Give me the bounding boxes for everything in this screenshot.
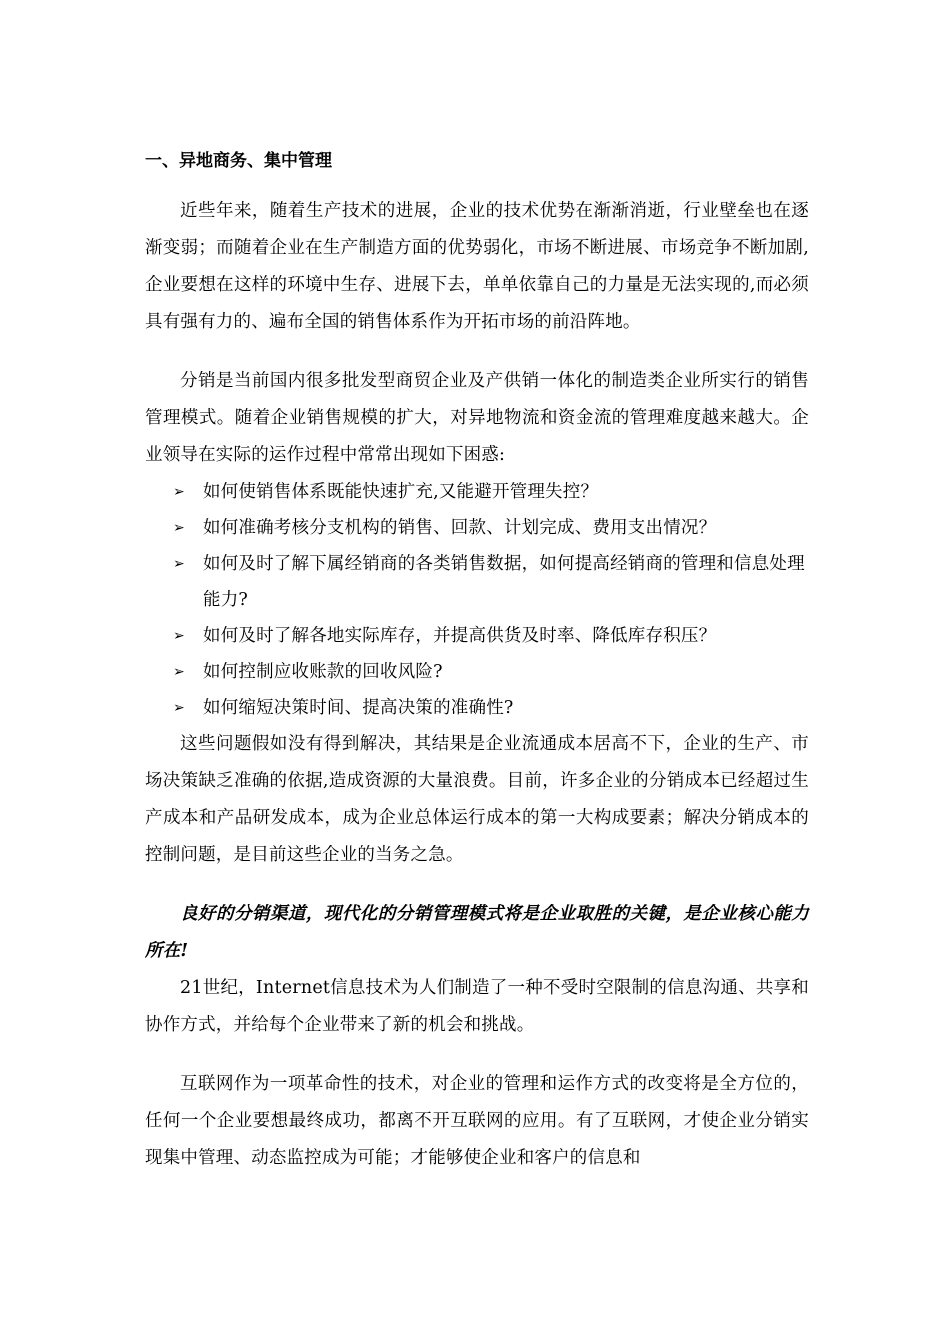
paragraph-problems: 这些问题假如没有得到解决，其结果是企业流通成本居高不下，企业的生产、市场决策缺乏准确的依据,造成资源的大量浪费。目前，许多企业的分销成本已经超过生产成本和产品研发成本，成为企业总体运行成本的第一大构成要素；解决分销成本的控制问题，是目前这些企业的当务之急。 bbox=[145, 734, 809, 865]
arrow-bullet-icon: ➢ bbox=[173, 664, 185, 680]
section-heading: 一、异地商务、集中管理 bbox=[145, 151, 332, 171]
list-item-text: 如何控制应收账款的回收风险? bbox=[203, 662, 443, 682]
paragraph-intro: 近些年来，随着生产技术的进展，企业的技术优势在渐渐消逝，行业壁垒也在逐渐变弱；而随着企业在生产制造方面的优势弱化，市场不断进展、市场竞争不断加剧,企业要想在这样的环境中生存、进展下去，单单依靠自己的力量是无法实现的,而必须具有强有力的、遍布全国的销售体系作为开拓市场的前沿阵地。 bbox=[145, 201, 809, 332]
paragraph-revolution: 互联网作为一项革命性的技术，对企业的管理和运作方式的改变将是全方位的，任何一个企业要想最终成功，都离不开互联网的应用。有了互联网，才使企业分销实现集中管理、动态监控成为可能；才能够使企业和客户的信息和 bbox=[145, 1074, 809, 1168]
list-item-text: 如何及时了解下属经销商的各类销售数据，如何提高经销商的管理和信息处理能力? bbox=[203, 554, 805, 610]
list-item bbox=[145, 654, 809, 690]
list-item bbox=[145, 510, 809, 546]
paragraph-distribution: 分销是当前国内很多批发型商贸企业及产供销一体化的制造类企业所实行的销售管理模式。随着企业销售规模的扩大，对异地物流和资金流的管理难度越来越大。企业领导在实际的运作过程中常常出现如下困惑: bbox=[145, 371, 809, 465]
list-item bbox=[145, 618, 809, 654]
list-item-text: 如何使销售体系既能快速扩充,又能避开管理失控？ bbox=[203, 482, 599, 502]
paragraph-gap bbox=[145, 341, 809, 363]
arrow-bullet-icon: ➢ bbox=[173, 700, 185, 716]
emphasis-statement: 良好的分销渠道，现代化的分销管理模式将是企业取胜的关键，是企业核心能力所在! bbox=[145, 904, 809, 961]
list-item-text: 如何准确考核分支机构的销售、回款、计划完成、费用支出情况？ bbox=[203, 518, 717, 538]
document-page bbox=[145, 145, 809, 1177]
question-list bbox=[145, 474, 809, 726]
paragraph-gap bbox=[145, 1044, 809, 1066]
arrow-bullet-icon: ➢ bbox=[173, 520, 185, 536]
arrow-bullet-icon: ➢ bbox=[173, 484, 185, 500]
paragraph-gap bbox=[145, 874, 809, 896]
list-item-text: 如何缩短决策时间、提高决策的准确性? bbox=[203, 698, 514, 718]
list-item bbox=[145, 474, 809, 510]
paragraph-internet: 21世纪，Internet信息技术为人们制造了一种不受时空限制的信息沟通、共享和协作方式，并给每个企业带来了新的机会和挑战。 bbox=[145, 978, 809, 1035]
list-item bbox=[145, 546, 809, 618]
list-item-text: 如何及时了解各地实际库存，并提高供货及时率、降低库存积压？ bbox=[203, 626, 717, 646]
list-item bbox=[145, 690, 809, 726]
arrow-bullet-icon: ➢ bbox=[173, 628, 185, 644]
arrow-bullet-icon: ➢ bbox=[173, 556, 185, 572]
